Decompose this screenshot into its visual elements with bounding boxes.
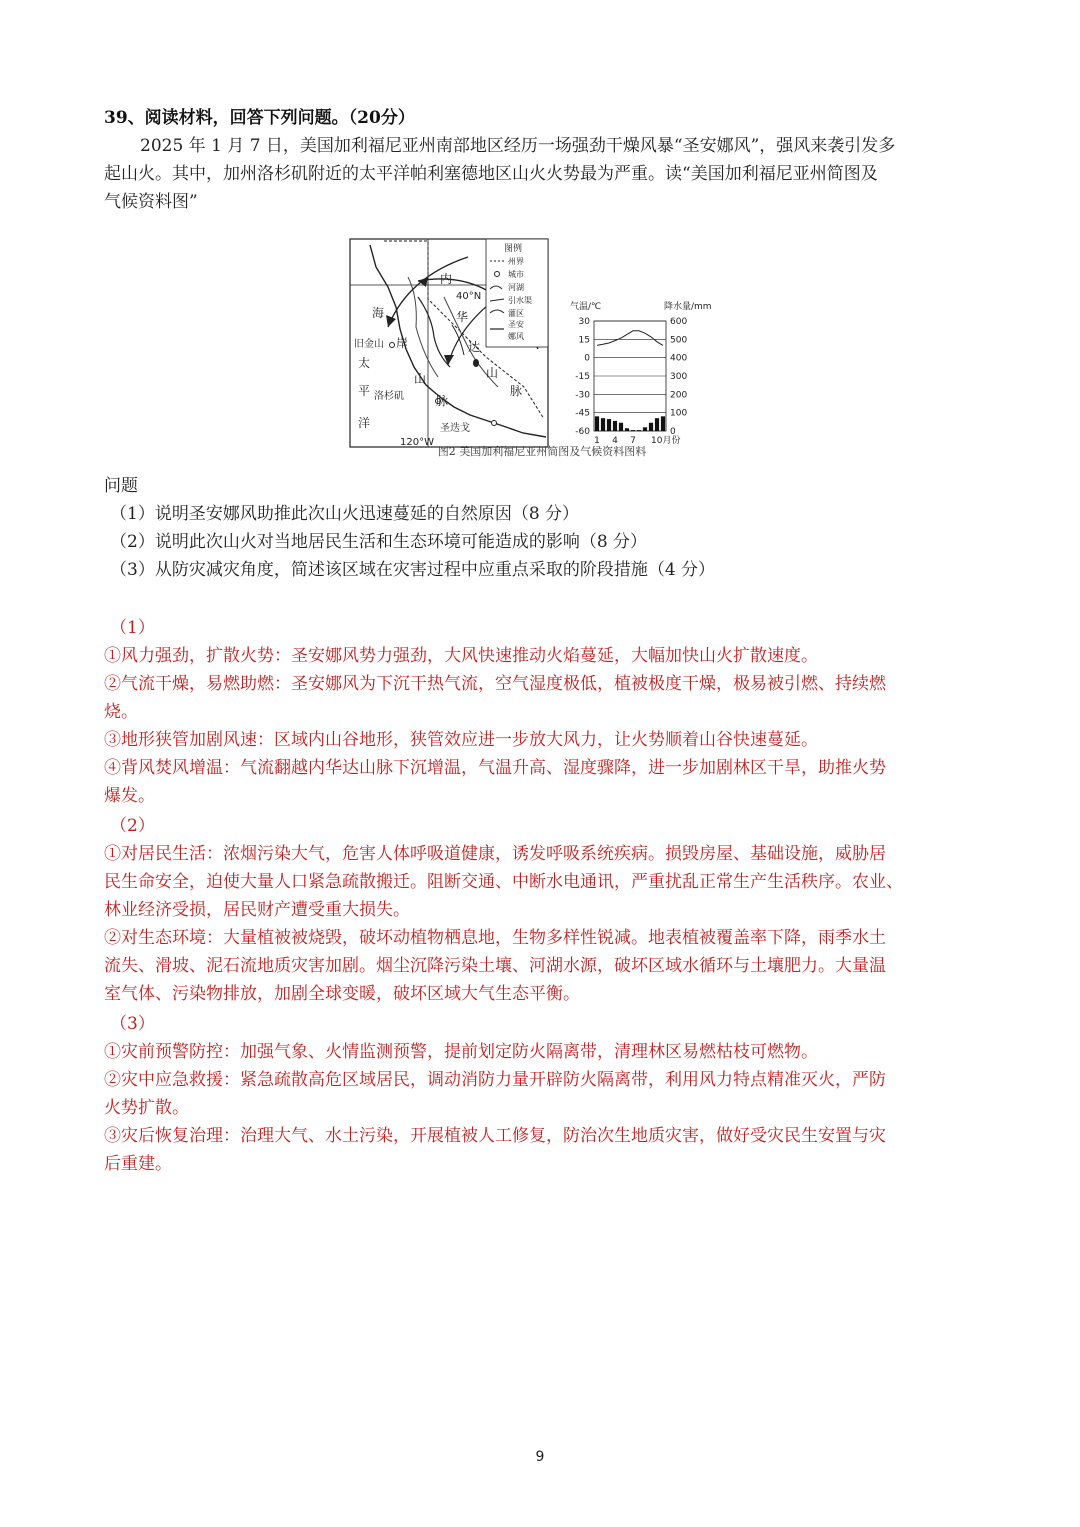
lake xyxy=(473,359,479,367)
precip-tick-label: 300 xyxy=(670,372,688,382)
legend-item-4: 灌区 xyxy=(508,309,524,318)
answer-1-label: （1） xyxy=(110,618,155,638)
precip-bar xyxy=(607,419,611,431)
temperature-line xyxy=(597,331,663,346)
legend-item-3: 引水渠 xyxy=(508,296,532,305)
label-yang: 洋 xyxy=(358,416,371,430)
label-lon: 120°W xyxy=(400,437,434,448)
temp-tick-label: -45 xyxy=(575,408,590,419)
page-number: 9 xyxy=(535,1449,545,1465)
answer-2-label: （2） xyxy=(110,816,155,836)
precip-bar xyxy=(601,418,605,431)
legend-item-1: 城市 xyxy=(508,270,524,279)
label-sf: 旧金山 xyxy=(354,339,384,350)
answer-1-point-2: ②气流干燥，易燃助燃：圣安娜风为下沉干热气流，空气湿度极低，植被极度干燥，极易被引燃、持续燃 xyxy=(104,674,886,694)
intro-line-1: 2025 年 1 月 7 日，美国加利福尼亚州南部地区经历一场强劲干燥风暴“圣安娜风”，强风来袭引发多 xyxy=(140,136,896,156)
intro-line-3: 气候资料图” xyxy=(104,192,198,212)
label-nei: 内 xyxy=(440,272,453,286)
legend-item-6: 娜风 xyxy=(508,332,524,341)
label-shan: 山 xyxy=(486,366,499,380)
question-3: （3）从防灾减灾角度，简述该区域在灾害过程中应重点采取的阶段措施（4 分） xyxy=(110,560,716,580)
answer-2-point-2: ②对生态环境：大量植被被烧毁，破坏动植物栖息地，生物多样性锐减。地表植被覆盖率下降，雨季水土 xyxy=(104,928,886,948)
month-tick-label: 10月份 xyxy=(651,436,681,446)
precip-axis-label: 降水量/mm xyxy=(664,302,712,312)
city-sf xyxy=(390,343,395,348)
month-tick-label: 4 xyxy=(612,436,618,446)
intro-line-2: 起山火。其中，加州洛杉矶附近的太平洋帕利塞德地区山火火势最为严重。读“美国加利福尼亚州简图及 xyxy=(104,164,878,184)
month-tick-label: 1 xyxy=(594,436,600,446)
questions-heading: 问题 xyxy=(104,476,138,496)
precip-tick-label: 400 xyxy=(670,353,688,364)
precip-bar xyxy=(649,423,653,431)
label-mai: 脉 xyxy=(510,384,523,398)
answer-2-point-1-cont-2: 林业经济受损，居民财产遭受重大损失。 xyxy=(104,900,410,920)
answer-1-point-4-cont: 爆发。 xyxy=(104,786,155,806)
answer-1-point-4: ④背风焚风增温：气流翻越内华达山脉下沉增温，气温升高、湿度骤降，进一步加剧林区干旱，助推火势 xyxy=(104,758,886,778)
legend-item-0: 州界 xyxy=(508,257,524,266)
temp-tick-label: -60 xyxy=(575,427,590,437)
label-hua: 华 xyxy=(456,310,469,324)
month-tick-label: 7 xyxy=(630,436,636,446)
label-la: 洛杉矶 xyxy=(374,391,404,402)
answer-3-point-3: ③灾后恢复治理：治理大气、水土污染，开展植被人工修复，防治次生地质灾害，做好受灾民生安置与灾 xyxy=(104,1126,886,1146)
question-1: （1）说明圣安娜风助推此次山火迅速蔓延的自然原因（8 分） xyxy=(110,504,580,524)
answer-2-point-1: ①对居民生活：浓烟污染大气，危害人体呼吸道健康，诱发呼吸系统疾病。损毁房屋、基础设施，威胁居 xyxy=(104,844,886,864)
answer-3-point-3-cont: 后重建。 xyxy=(104,1154,172,1174)
answer-2-point-1-cont: 民生命安全，迫使大量人口紧急疏散搬迁。阻断交通、中断水电通讯，严重扰乱正常生产生活秩序。农业、 xyxy=(104,872,903,892)
legend-item-2: 河湖 xyxy=(508,283,524,292)
precip-tick-label: 100 xyxy=(670,408,688,419)
legend-title: 图例 xyxy=(504,244,523,254)
precip-bar xyxy=(595,416,599,431)
precip-tick-label: 600 xyxy=(670,317,688,327)
answer-1-point-2-cont: 烧。 xyxy=(104,702,138,722)
temp-tick-label: 15 xyxy=(578,335,590,346)
label-sd: 圣迭戈 xyxy=(440,423,470,434)
label-shan2: 山 xyxy=(414,372,427,386)
precip-bar xyxy=(643,427,647,431)
temp-tick-label: -15 xyxy=(575,372,590,382)
climate-chart xyxy=(570,300,712,446)
precip-bar xyxy=(655,418,659,431)
city-sd xyxy=(492,421,497,426)
legend-box xyxy=(486,239,548,347)
label-an: 岸 xyxy=(396,336,409,350)
question-2: （2）说明此次山火对当地居民生活和生态环境可能造成的影响（8 分） xyxy=(110,532,648,552)
answer-1-point-1: ①风力强劲，扩散火势：圣安娜风势力强劲，大风快速推动火焰蔓延，大幅加快山火扩散速度。 xyxy=(104,646,818,666)
precip-bar xyxy=(631,430,635,431)
temp-axis-label: 气温/℃ xyxy=(570,302,602,312)
answer-3-point-1: ①灾前预警防控：加强气象、火情监测预警，提前划定防火隔离带，清理林区易燃枯枝可燃物。 xyxy=(104,1042,818,1062)
temp-tick-label: -30 xyxy=(575,390,590,401)
answer-2-point-2-cont: 流失、滑坡、泥石流地质灾害加剧。烟尘沉降污染土壤、河湖水源，破坏区域水循环与土壤肥力。大量温 xyxy=(104,956,886,976)
label-mai2: 脉 xyxy=(436,394,449,408)
label-da: 达 xyxy=(468,340,481,354)
temp-tick-label: 30 xyxy=(578,317,590,327)
precip-bar xyxy=(661,416,665,431)
label-ping: 平 xyxy=(358,384,371,398)
precip-bar xyxy=(625,428,629,431)
precip-tick-label: 200 xyxy=(670,390,688,401)
figure-caption: 图2 美国加利福尼亚州简图及气候资料图料 xyxy=(437,445,647,458)
label-lat: 40°N xyxy=(456,291,482,302)
california-figure xyxy=(348,226,736,466)
precip-bar xyxy=(613,421,617,431)
answer-3-point-2: ②灾中应急救援：紧急疏散高危区域居民，调动消防力量开辟防火隔离带，利用风力特点精准灭火，严防 xyxy=(104,1070,886,1090)
legend-item-5: 圣安 xyxy=(508,320,524,329)
precip-tick-label: 500 xyxy=(670,335,688,346)
label-hai: 海 xyxy=(372,306,385,320)
label-tai: 太 xyxy=(358,356,371,370)
answer-3-point-2-cont: 火势扩散。 xyxy=(104,1098,189,1118)
question-title: 39、阅读材料，回答下列问题。（20分） xyxy=(104,108,415,128)
answer-2-point-2-cont-2: 室气体、污染物排放，加剧全球变暖，破坏区域大气生态平衡。 xyxy=(104,984,580,1004)
answer-3-label: （3） xyxy=(110,1014,155,1034)
answer-1-point-3: ③地形狭管加剧风速：区域内山谷地形，狭管效应进一步放大风力，让火势顺着山谷快速蔓延。 xyxy=(104,730,818,750)
precip-bar xyxy=(619,423,623,431)
precip-tick-label: 0 xyxy=(670,427,676,437)
legend-city-symbol xyxy=(495,272,500,277)
precip-bar xyxy=(637,430,641,431)
temp-tick-label: 0 xyxy=(584,353,590,364)
